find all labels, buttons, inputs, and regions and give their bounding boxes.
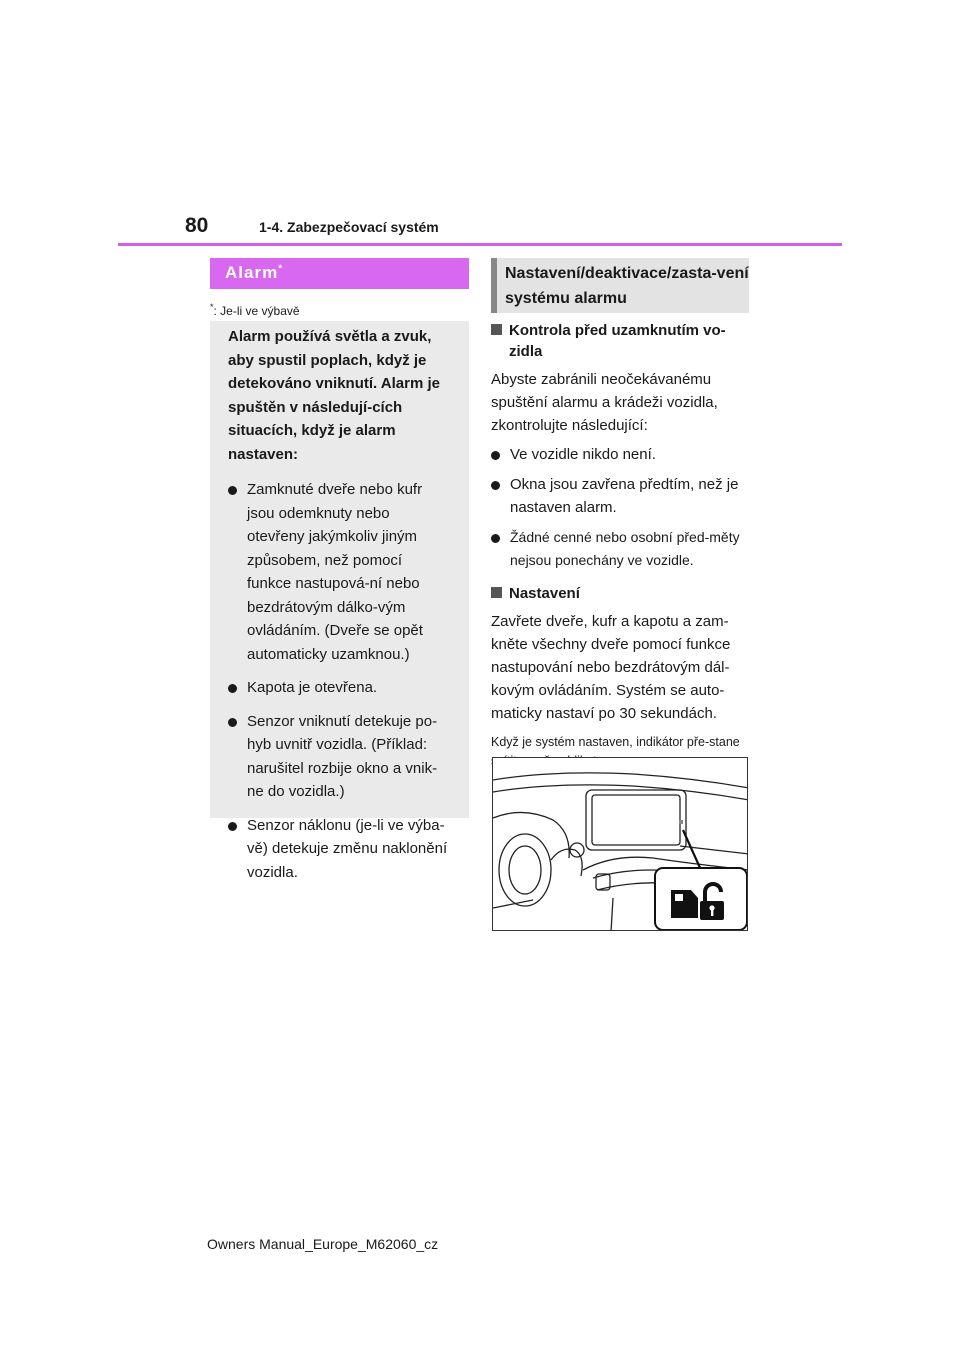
list-item — [228, 710, 449, 804]
footnote-marker: * — [210, 302, 214, 312]
section-header: 1-4. Zabezpečovací systém — [259, 219, 439, 235]
check-text: Abyste zabránili neočekávanému spuštění alarmu a krádeži vozidla, zkontrolujte následující: — [491, 371, 718, 434]
alarm-title-text: Alarm — [225, 263, 279, 282]
list-item-text: Kapota je otevřena. — [247, 679, 378, 696]
bullet-dot-icon — [228, 822, 237, 831]
list-item — [228, 676, 449, 700]
dashboard-drawing — [493, 758, 748, 931]
bullet-dot-icon — [228, 486, 237, 495]
bullet-dot-icon — [228, 718, 237, 727]
setting-text: Zavřete dveře, kufr a kapotu a zam-kněte všechny dveře pomocí funkce nastupování nebo bezdrátovým dál-kovým ovládáním. Systém se auto-maticky nastaví po 30 sekundách. — [491, 612, 731, 722]
header-rule — [118, 243, 842, 246]
square-bullet-icon — [491, 324, 502, 335]
list-item — [491, 526, 753, 573]
setting-content — [491, 320, 753, 771]
setting-note: Když je systém nastaven, indikátor pře-stane — [491, 734, 740, 749]
title-accent-bar — [491, 258, 497, 313]
list-item — [228, 814, 449, 885]
setting-section-title — [491, 258, 749, 313]
setting-heading-text: Nastavení — [509, 584, 580, 602]
alarm-intro: Alarm používá světla a zvuk, aby spustil poplach, když je detekováno vniknutí. Alarm je spuštěn v následují-cích situacích, když je alarm nastaven: — [228, 328, 440, 463]
bullet-dot-icon — [491, 481, 500, 490]
setting-title-text: Nastavení/deaktivace/zasta-vení systému alarmu — [505, 265, 749, 307]
list-item-text: Senzor vniknutí detekuje po-hyb uvnitř vozidla. (Příklad: narušitel rozbije okno a vnik-ne do vozidla.) — [247, 712, 438, 800]
bullet-dot-icon — [228, 684, 237, 693]
page-number: 80 — [185, 214, 209, 237]
bullet-dot-icon — [491, 451, 500, 460]
list-item-text: Žádné cenné nebo osobní před-měty nejsou ponechány ve vozidle. — [510, 528, 740, 568]
footer-text: Owners Manual_Europe_M62060_cz — [207, 1236, 439, 1252]
list-item — [491, 473, 753, 520]
setting-heading — [491, 583, 753, 604]
square-bullet-icon — [491, 587, 502, 598]
alarm-info-box — [210, 321, 469, 881]
list-item — [228, 478, 449, 666]
footnote — [210, 302, 300, 318]
alarm-section-title — [210, 258, 469, 289]
footnote-text: : Je-li ve výbavě — [213, 304, 300, 318]
list-item-text: Zamknuté dveře nebo kufr jsou odemknuty nebo otevřeny jakýmkoliv jiným způsobem, než pomocí funkce nastupová-ní nebo bezdrátovým dálko-vým ovládáním. (Dveře se opět automaticky uzamknou.) — [247, 481, 423, 663]
bullet-dot-icon — [491, 534, 500, 543]
indicator-light — [679, 820, 683, 824]
list-item-text: Senzor náklonu (je-li ve výba-vě) detekuje změnu naklonění vozidla. — [247, 816, 448, 881]
list-item-text: Ve vozidle nikdo není. — [510, 446, 656, 463]
list-item — [491, 443, 753, 467]
alarm-title-marker: * — [278, 263, 284, 275]
check-heading-text: Kontrola před uzamknutím vo-zidla — [509, 322, 726, 360]
dashboard-illustration — [492, 757, 748, 931]
list-item-text: Okna jsou zavřena předtím, než je nastaven alarm. — [510, 475, 739, 516]
check-heading — [491, 320, 753, 362]
